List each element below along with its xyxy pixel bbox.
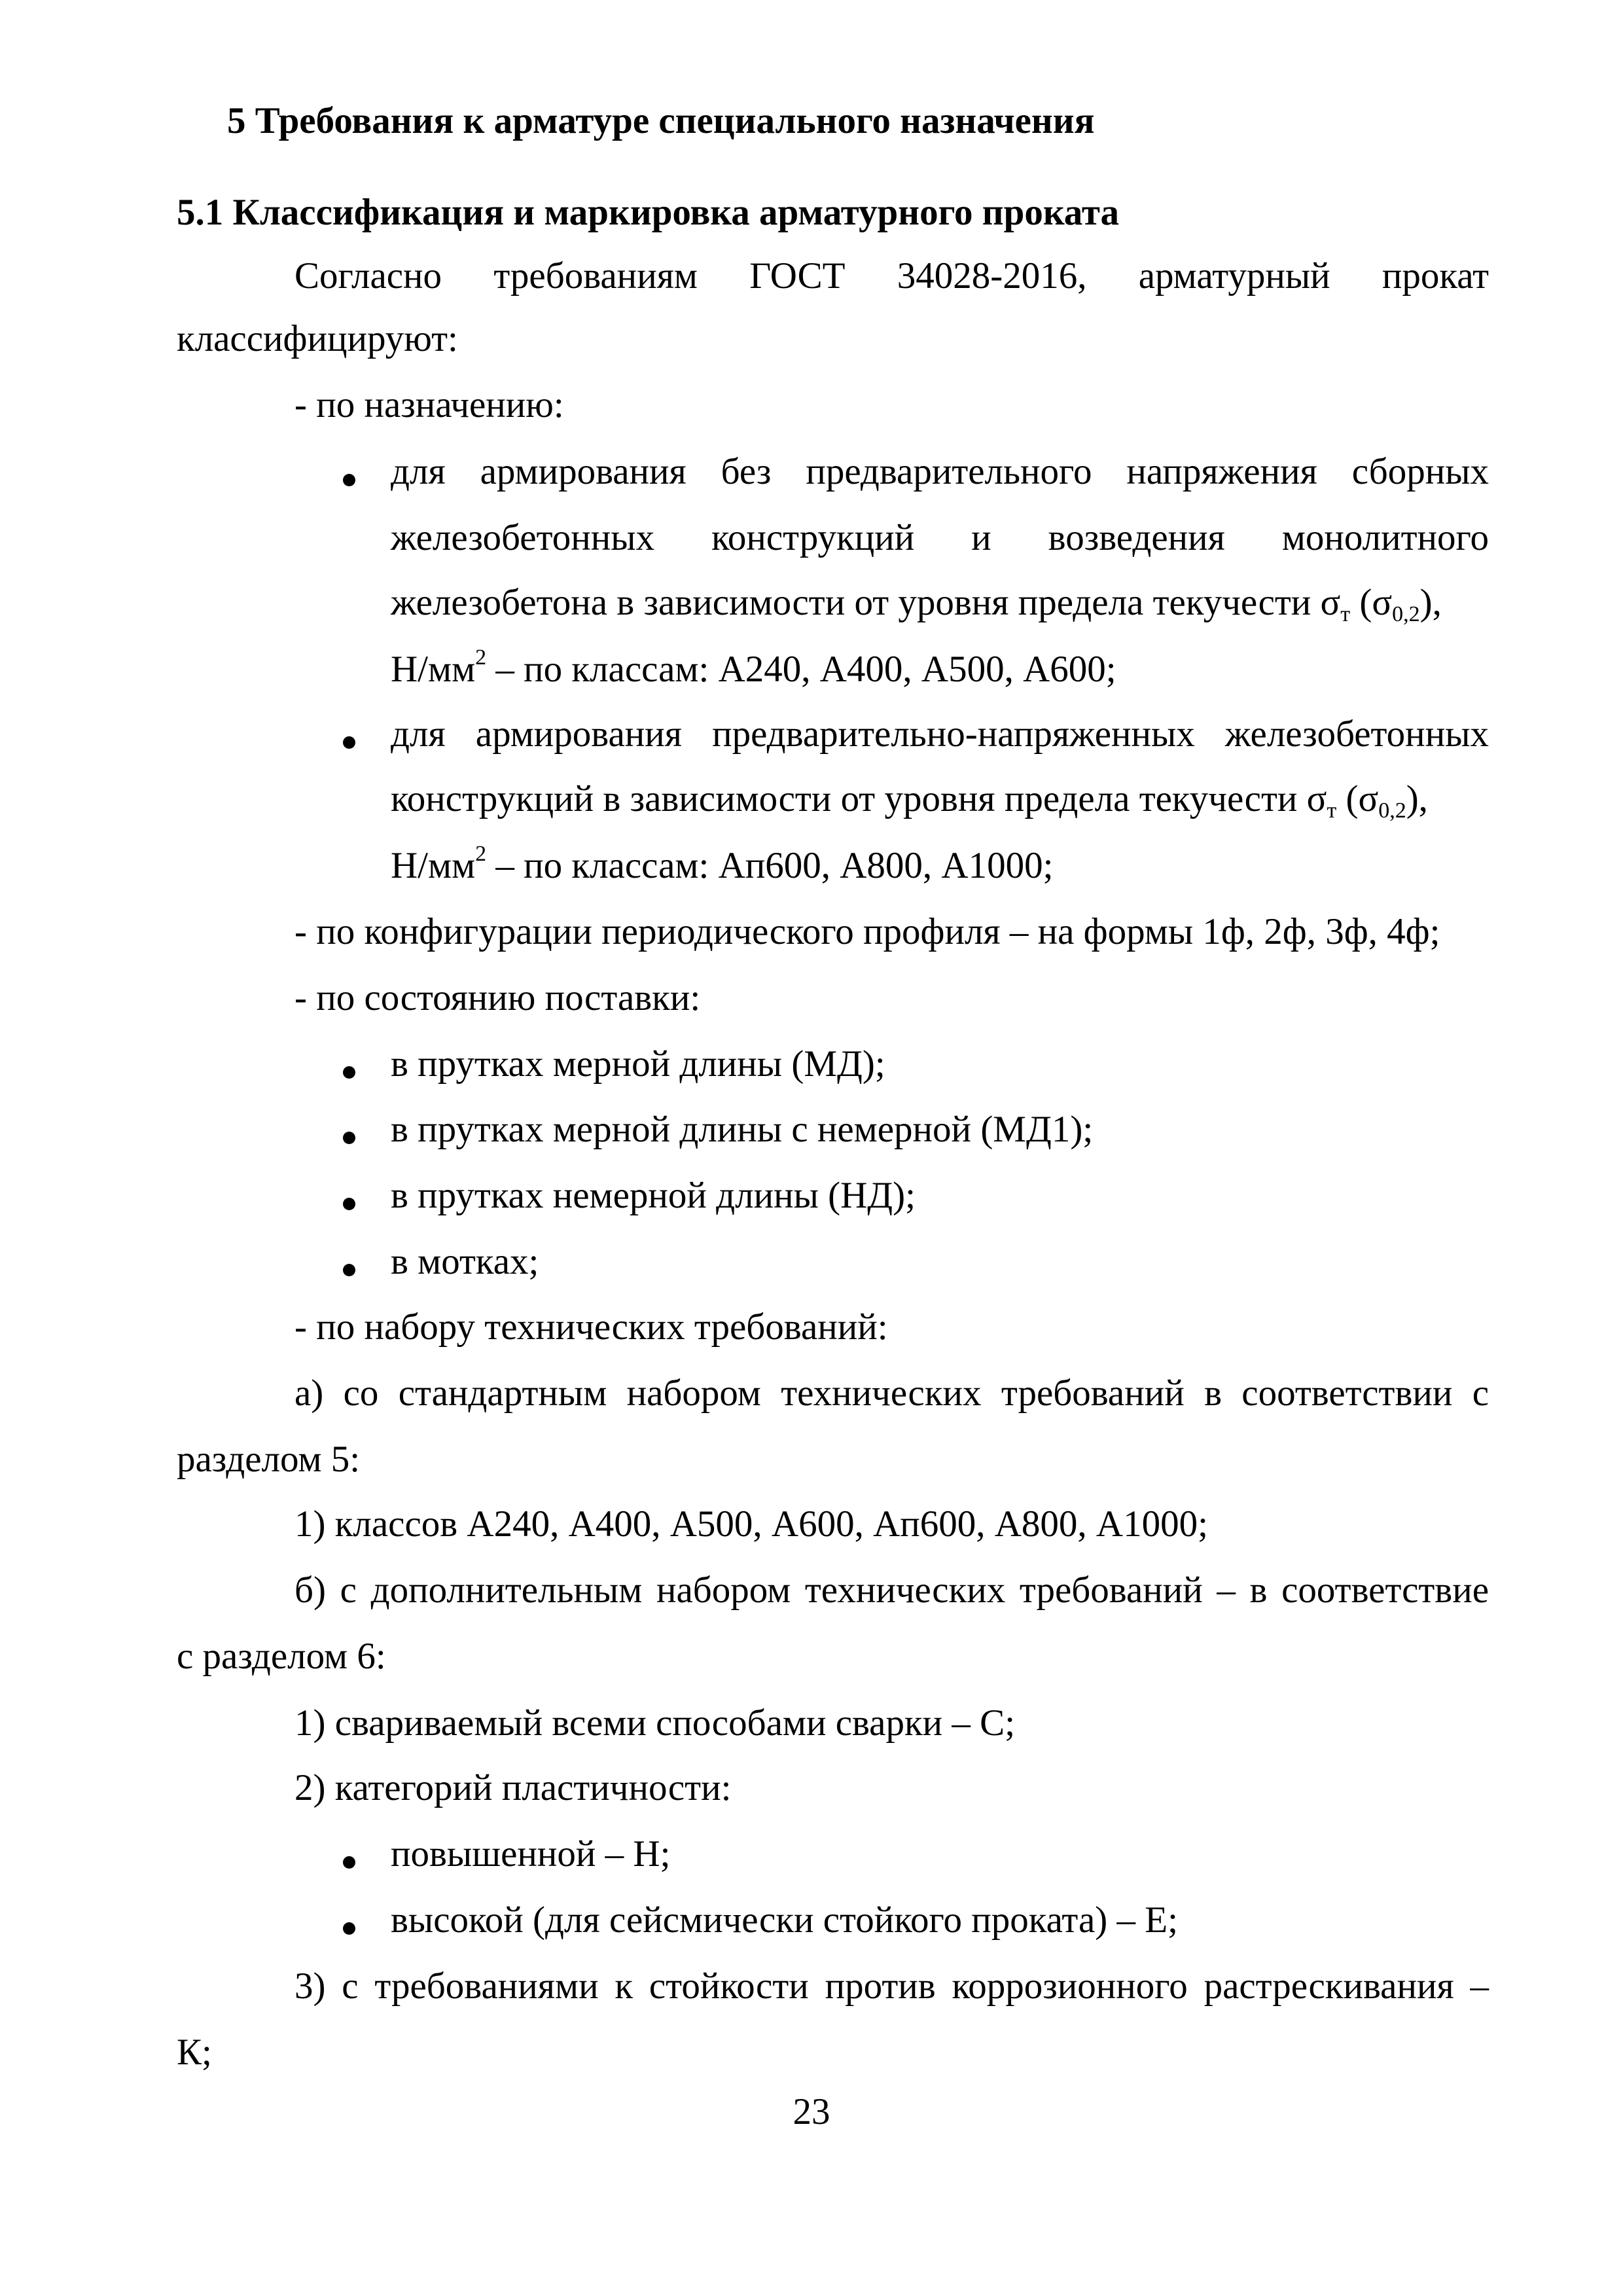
requirements-b-2: 2) категорий пластичности: [294,1767,732,1808]
requirements-b-3-line-1: 3) с требованиями к стойкости против коррозионного растрескивания – [294,1965,1489,2007]
bullet-icon [343,474,355,486]
delivery-item: в прутках немерной длины (НД); [391,1175,916,1216]
requirements-a-1: 1) классов А240, А400, А500, А600, Ап600, А800, А1000; [294,1503,1208,1545]
purpose-item-1-line-2: железобетонных конструкций и возведения монолитного [391,517,1489,558]
plasticity-item: повышенной – Н; [391,1833,671,1874]
delivery-item: в прутках мерной длины (МД); [391,1043,885,1085]
bullet-icon [343,1132,355,1144]
plasticity-item: высокой (для сейсмически стойкого проката) – Е; [391,1899,1178,1941]
bullet-icon [343,1066,355,1079]
profile-line: - по конфигурации периодического профиля – на формы 1ф, 2ф, 3ф, 4ф; [294,911,1440,952]
purpose-item-2-line-1: для армирования предварительно-напряженных железобетонных [391,713,1489,755]
bullet-icon [343,1264,355,1276]
bullet-icon [343,1922,355,1935]
purpose-item-1-line-1: для армирования без предварительного напряжения сборных [391,451,1489,492]
requirements-b-line-1: б) с дополнительным набором технических требований – в соответствие [294,1570,1489,1611]
requirements-a-line-1: а) со стандартным набором технических требований в соответствии с [294,1372,1489,1414]
bullet-icon [343,1198,355,1210]
delivery-label: - по состоянию поставки: [294,977,701,1018]
page-number: 23 [793,2091,830,2132]
bullet-icon [343,1856,355,1869]
purpose-item-2-line-2: конструкций в зависимости от уровня предела текучести $\sigma_т$ $(\sigma_{0,2})$, [391,778,1428,823]
requirements-b-1: 1) свариваемый всеми способами сварки – С; [294,1702,1016,1744]
bullet-icon [343,736,355,749]
section-heading: 5 Требования к арматуре специального назначения [227,100,1095,141]
delivery-item: в прутках мерной длины с немерной (МД1); [391,1109,1094,1150]
requirements-b-line-2: с разделом 6: [177,1636,386,1677]
purpose-label: - по назначению: [294,384,564,425]
intro-line-1: Согласно требованиям ГОСТ 34028-2016, арматурный прокат [294,255,1489,296]
purpose-item-1-line-3: железобетона в зависимости от уровня предела текучести $\sigma_т$ $(\sigma_{0,2})$, [391,582,1442,626]
intro-line-2: классифицируют: [177,318,458,359]
requirements-a-line-2: разделом 5: [177,1439,361,1480]
requirements-label: - по набору технических требований: [294,1306,888,1348]
purpose-item-2-line-3: $Н/мм^2$ – по классам: Ап600, А800, А1000; [391,842,1054,886]
delivery-item: в мотках; [391,1241,539,1282]
purpose-item-1-line-4: $Н/мм^2$ – по классам: А240, А400, А500, А600; [391,645,1116,690]
requirements-b-3-line-2: К; [177,2032,212,2073]
subsection-heading: 5.1 Классификация и маркировка арматурного проката [177,192,1120,233]
